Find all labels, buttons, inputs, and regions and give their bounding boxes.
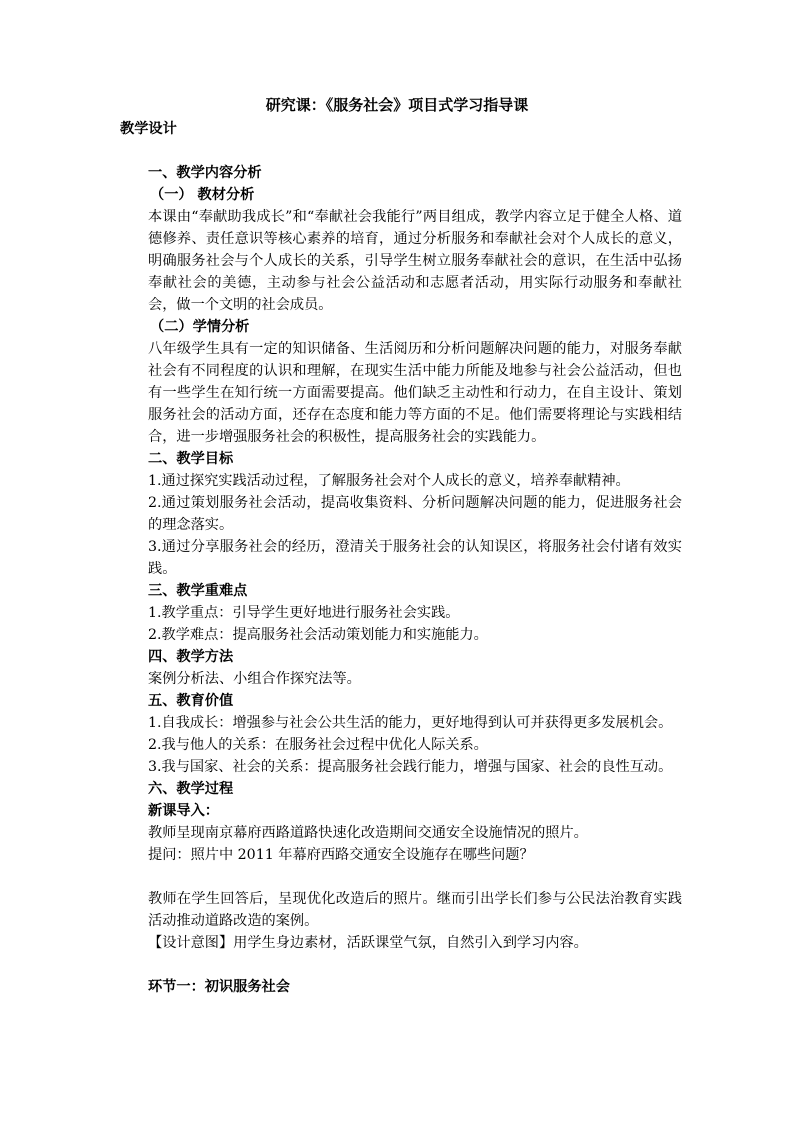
- intro-question: 提问：照片中 2011 年幕府西路交通安全设施存在哪些问题？: [148, 847, 534, 863]
- list-item: 1.自我成长：增强参与社会公共生活的能力，更好地得到认可并获得更多发展机会。: [148, 715, 673, 731]
- section-heading-objectives: 二、教学目标: [148, 451, 234, 467]
- page-title: 研究课：《服务社会》项目式学习指导课: [265, 96, 529, 114]
- section-heading-key-points: 三、教学重难点: [148, 583, 248, 599]
- subheading-link-one: 环节一：初识服务社会: [148, 979, 290, 995]
- document-body: [120, 118, 682, 998]
- paragraph-textbook-analysis: [120, 206, 682, 316]
- subheading-textbook-analysis: （一） 教材分析: [150, 187, 255, 203]
- list-item: 3.我与国家、社会的关系：提高服务社会践行能力，增强与国家、社会的良性互动。: [148, 759, 673, 775]
- subheading-student-analysis: （二）学情分析: [150, 319, 250, 335]
- subheading-intro: 新课导入：: [148, 803, 219, 819]
- doc-label: 教学设计: [120, 121, 177, 137]
- intro-line: 教师呈现南京幕府西路道路快速化改造期间交通安全设施情况的照片。: [148, 825, 588, 841]
- list-item: 3.通过分享服务社会的经历，澄清关于服务社会的认知误区，将服务社会付诸有效实践。: [148, 539, 682, 577]
- design-intent: 【设计意图】用学生身边素材，活跃课堂气氛，自然引入到学习内容。: [148, 935, 588, 951]
- section-heading-process: 六、教学过程: [148, 781, 234, 797]
- list-item: 2.教学难点：提高服务社会活动策划能力和实施能力。: [148, 627, 488, 643]
- spacer: [120, 140, 682, 162]
- intro-paragraph: 教师在学生回答后，呈现优化改造后的照片。继而引出学长们参与公民法治教育实践活动推动道路改造的案例。: [148, 891, 682, 929]
- spacer: [120, 954, 682, 976]
- section-heading-value: 五、教育价值: [148, 693, 234, 709]
- list-item: 2.通过策划服务社会活动，提高收集资料、分析问题解决问题的能力，促进服务社会的理念落实。: [148, 495, 682, 533]
- paragraph-text: 本课由“奉献助我成长”和“奉献社会我能行”两目组成，教学内容立足于健全人格、道德修养、责任意识等核心素养的培育，通过分析服务和奉献社会对个人成长的意义，明确服务社会与个人成长的关系，引导学生树立服务奉献社会的意识，在生活中弘扬奉献社会的美德，主动参与社会公益活动和志愿者活动，用实际行动服务和奉献社会，做一个文明的社会成员。: [148, 209, 682, 313]
- spacer: [120, 866, 682, 888]
- list-item: 1.通过探究实践活动过程，了解服务社会对个人成长的意义，培养奉献精神。: [148, 473, 630, 489]
- list-item: 2.我与他人的关系：在服务社会过程中优化人际关系。: [148, 737, 488, 753]
- methods-text: 案例分析法、小组合作探究法等。: [148, 671, 361, 687]
- section-heading-content-analysis: 一、教学内容分析: [148, 165, 262, 181]
- section-heading-methods: 四、教学方法: [148, 649, 234, 665]
- paragraph-text: 八年级学生具有一定的知识储备、生活阅历和分析问题解决问题的能力，对服务奉献社会有不同程度的认识和理解，在现实生活中能力所能及地参与社会公益活动，但也有一些学生在知行统一方面需要提高。他们缺乏主动性和行动力，在自主设计、策划服务社会的活动方面，还存在态度和能力等方面的不足。他们需要将理论与实践相结合，进一步增强服务社会的积极性，提高服务社会的实践能力。: [148, 341, 682, 445]
- paragraph-student-analysis: [120, 338, 682, 448]
- list-item: 1.教学重点：引导学生更好地进行服务社会实践。: [148, 605, 460, 621]
